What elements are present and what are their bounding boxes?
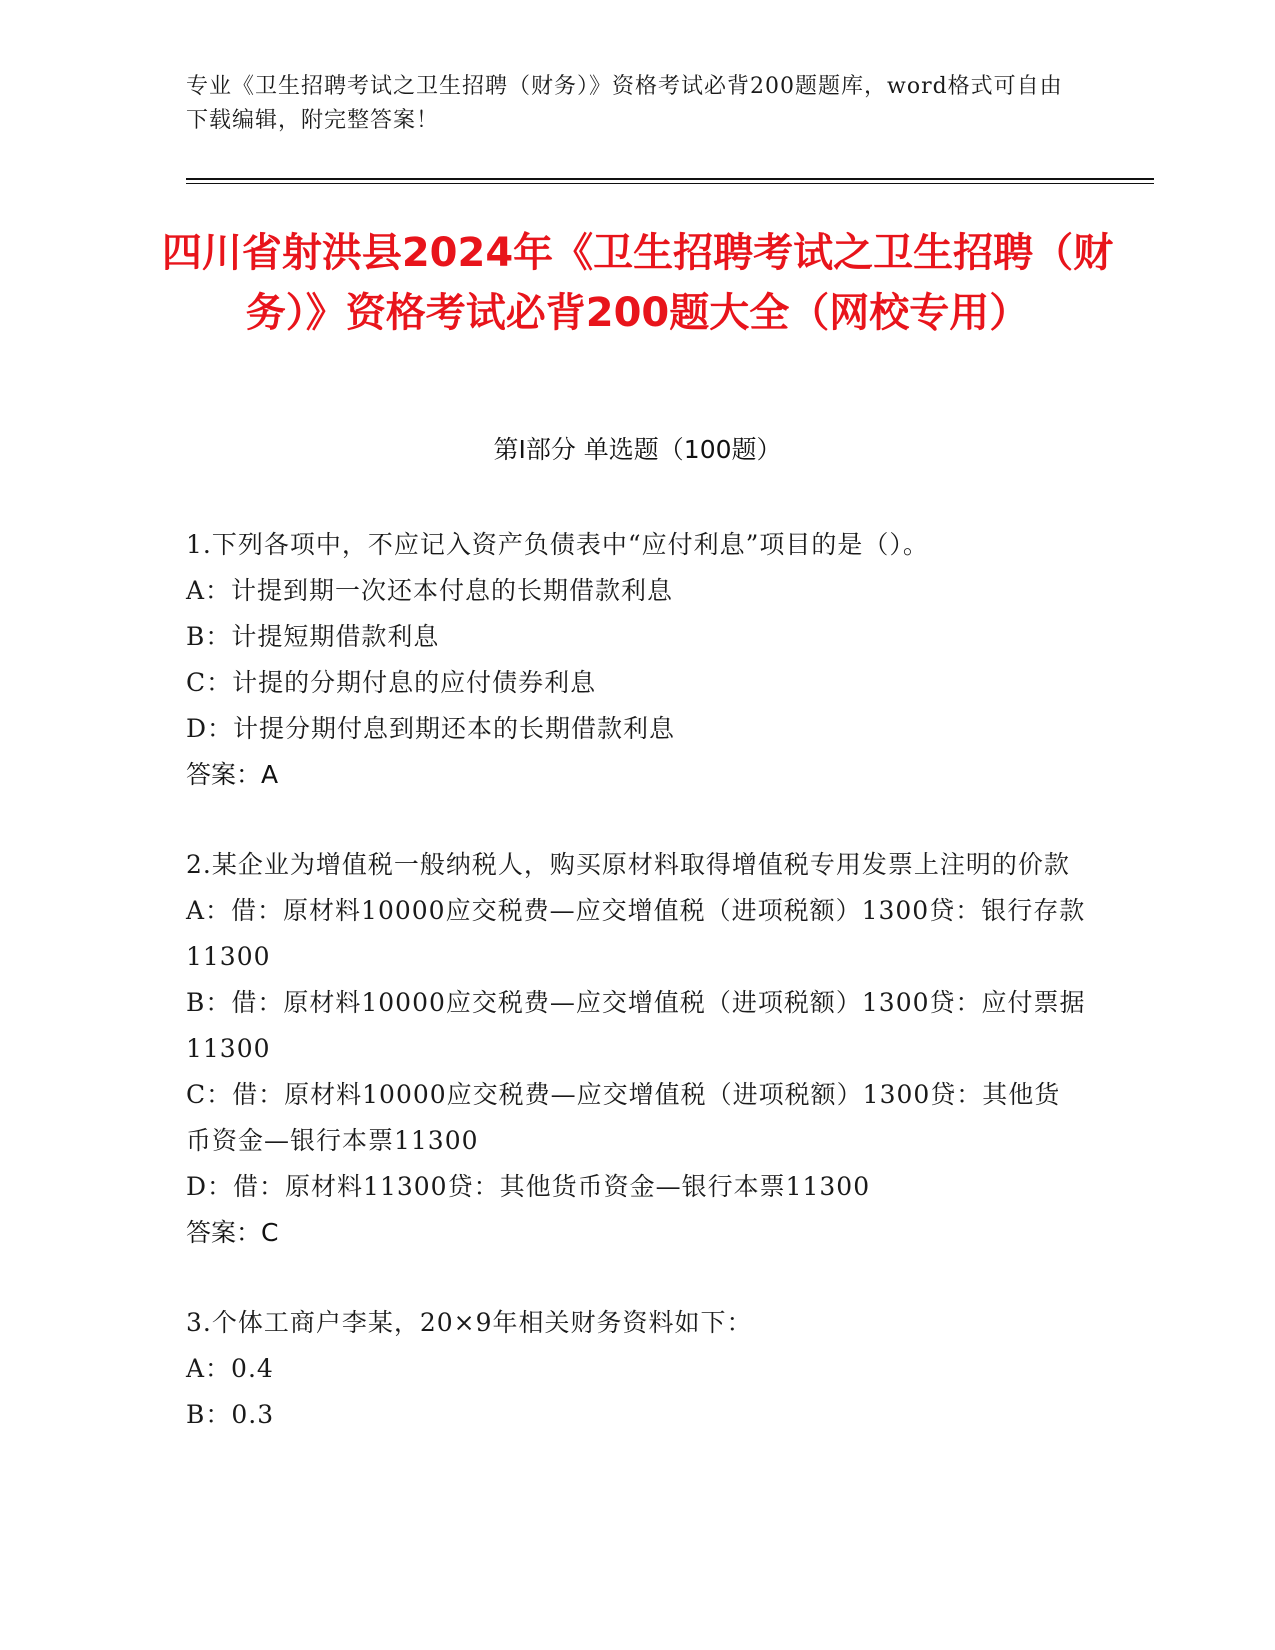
answer: 答案：A: [186, 760, 279, 789]
option-c: C：计提的分期付息的应付债券利息: [186, 668, 597, 697]
option-b: B：借：原材料10000应交税费—应交增值税（进项税额）1300贷：应付票据11300: [186, 988, 1086, 1063]
document-title: 四川省射洪县2024年《卫生招聘考试之卫生招聘（财务）》资格考试必背200题大全（网校专用）: [161, 230, 1114, 336]
option-b: B：0.3: [186, 1400, 275, 1429]
option-a: A：0.4: [186, 1354, 274, 1383]
question-2: [186, 842, 1086, 1256]
question-1: [186, 522, 1086, 798]
question-spacer: [186, 798, 1086, 842]
question-spacer: [186, 1256, 1086, 1300]
answer: 答案：C: [186, 1218, 279, 1247]
section-heading: 第I部分 单选题（100题）: [493, 435, 782, 464]
question-list: [186, 522, 1086, 1438]
question-stem: 2.某企业为增值税一般纳税人，购买原材料取得增值税专用发票上注明的价款: [186, 850, 1070, 879]
header-divider-thick: [186, 178, 1154, 180]
question-stem: 3.个体工商户李某，20×9年相关财务资料如下：: [186, 1308, 753, 1337]
option-a: A：计提到期一次还本付息的长期借款利息: [186, 576, 674, 605]
header-note: 专业《卫生招聘考试之卫生招聘（财务）》资格考试必背200题题库，word格式可自由下载编辑，附完整答案！: [186, 74, 1063, 133]
option-d: D：计提分期付息到期还本的长期借款利息: [186, 714, 676, 743]
option-d: D：借：原材料11300贷：其他货币资金—银行本票11300: [186, 1172, 871, 1201]
option-a: A：借：原材料10000应交税费—应交增值税（进项税额）1300贷：银行存款11300: [186, 896, 1086, 971]
question-3: [186, 1300, 1086, 1438]
option-b: B：计提短期借款利息: [186, 622, 440, 651]
question-stem: 1.下列各项中，不应记入资产负债表中“应付利息”项目的是（）。: [186, 530, 929, 559]
header-divider-thin: [186, 183, 1154, 184]
option-c: C：借：原材料10000应交税费—应交增值税（进项税额）1300贷：其他货币资金—银行本票11300: [186, 1080, 1061, 1155]
